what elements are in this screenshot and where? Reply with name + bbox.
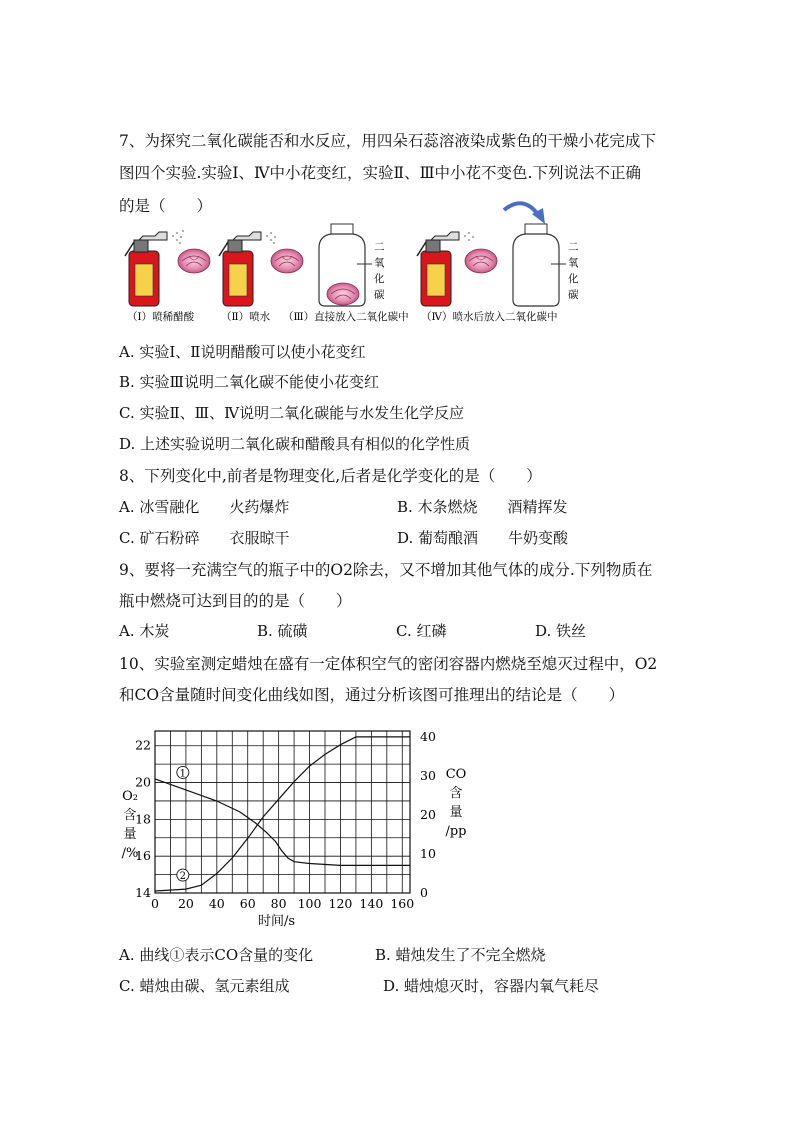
- y-left-axis-label: O₂: [122, 789, 138, 804]
- y-right-tick-label: 40: [420, 728, 436, 744]
- y-right-tick-label: 0: [420, 885, 428, 900]
- x-tick-label: 20: [177, 896, 194, 911]
- x-tick-label: 120: [328, 896, 353, 911]
- q7-stem-line-1: 7、为探究二氧化碳能否和水反应，用四朵石蕊溶液染成紫色的干燥小花完成下: [119, 132, 656, 150]
- q8-option-a: A. 冰雪融化 火药爆炸: [119, 498, 290, 516]
- y-left-axis-label: 含: [123, 808, 137, 823]
- y-right-axis-label: 含: [449, 786, 463, 801]
- y-left-tick-label: 22: [135, 737, 151, 753]
- x-tick-label: 80: [270, 896, 287, 911]
- q9-stem-line-1: 9、要将一充满空气的瓶子中的O2除去，又不增加其他气体的成分.下列物质在: [119, 561, 653, 579]
- spray-bottle-4-icon: [417, 232, 459, 306]
- gas-jar-4-icon: [513, 224, 566, 306]
- q7-option-c: C. 实验Ⅱ、Ⅲ、Ⅳ说明二氧化碳能与水发生化学反应: [119, 404, 465, 422]
- spray-bottle-2-icon: [219, 232, 261, 306]
- svg-text:二: 二: [374, 241, 385, 253]
- q7-option-d: D. 上述实验说明二氧化碳和醋酸具有相似的化学性质: [119, 435, 471, 453]
- y-right-axis-label: CO: [445, 767, 467, 782]
- q7-option-b: B. 实验Ⅲ说明二氧化碳不能使小花变红: [119, 373, 380, 391]
- o2-co-chart: [118, 712, 478, 942]
- svg-text:碳: 碳: [568, 289, 579, 301]
- q10-stem-line-2: 和CO含量随时间变化曲线如图，通过分析该图可推理出的结论是（ ）: [119, 686, 625, 704]
- x-axis-label: 时间/s: [257, 914, 296, 929]
- spray-bottle-1-icon: [125, 232, 167, 306]
- y-right-axis-label: /pp: [445, 824, 467, 839]
- y-left-axis-label: 量: [123, 827, 137, 842]
- y-left-tick-label: 20: [135, 774, 151, 790]
- figure-caption-2: （Ⅱ）喷水: [221, 311, 271, 323]
- y-right-tick-label: 10: [420, 845, 436, 861]
- q7-stem-line-3: 的是（ ）: [119, 197, 213, 215]
- figure-caption-3: （Ⅲ）直接放入二氧化碳中: [283, 311, 409, 323]
- q10-option-c: C. 蜡烛由碳、氢元素组成: [119, 977, 290, 995]
- q8-option-b: B. 木条燃烧 酒精挥发: [397, 498, 568, 516]
- spray-mist-2-icon: [266, 232, 276, 244]
- x-tick-label: 0: [151, 896, 159, 911]
- y-left-tick-label: 14: [135, 885, 151, 900]
- gas-jar-3-icon: [319, 224, 372, 306]
- q10-stem-line-1: 10、实验室测定蜡烛在盛有一定体积空气的密闭容器内燃烧至熄灭过程中，O2: [119, 655, 658, 673]
- jar-4-label: [568, 241, 579, 301]
- q9-option-b: B. 硫磺: [257, 622, 308, 640]
- q7-stem-line-2: 图四个实验.实验Ⅰ、Ⅳ中小花变红，实验Ⅱ、Ⅲ中小花不变色.下列说法不正确: [119, 164, 641, 182]
- y-right-axis-label: 量: [449, 805, 463, 820]
- q10-option-a: A. 曲线①表示CO含量的变化: [119, 946, 314, 964]
- curve-1-label: 1: [179, 768, 187, 780]
- spray-mist-1-icon: [172, 230, 184, 244]
- y-right-tick-label: 30: [420, 767, 436, 783]
- flower-4-icon: [465, 249, 497, 273]
- svg-text:化: 化: [374, 273, 385, 285]
- svg-text:化: 化: [568, 273, 579, 285]
- spray-mist-4-icon: [464, 232, 474, 241]
- q10-option-d: D. 蜡烛熄灭时，容器内氧气耗尽: [383, 977, 600, 995]
- flower-2-icon: [271, 249, 303, 273]
- svg-text:氧: 氧: [568, 257, 579, 269]
- x-tick-label: 40: [208, 896, 225, 911]
- svg-text:氧: 氧: [374, 257, 385, 269]
- figure-caption-1: （Ⅰ）喷稀醋酸: [127, 311, 195, 323]
- y-left-axis-label: /%: [121, 846, 139, 861]
- q9-option-c: C. 红磷: [396, 622, 447, 640]
- x-tick-label: 160: [390, 896, 415, 911]
- svg-text:二: 二: [568, 241, 579, 253]
- y-left-tick-label: 16: [135, 848, 151, 864]
- q7-experiment-figure: [119, 196, 594, 332]
- q10-option-b: B. 蜡烛发生了不完全燃烧: [375, 946, 546, 964]
- x-tick-label: 100: [297, 896, 322, 911]
- q8-stem: 8、下列变化中,前者是物理变化,后者是化学变化的是（ ）: [119, 467, 542, 485]
- q9-option-a: A. 木炭: [119, 622, 170, 640]
- svg-text:碳: 碳: [374, 289, 385, 301]
- figure-caption-4: （Ⅳ）喷水后放入二氧化碳中: [421, 311, 558, 323]
- q9-stem-line-2: 瓶中燃烧可达到目的的是（ ）: [119, 592, 352, 610]
- q8-option-c: C. 矿石粉碎 衣服晾干: [119, 529, 290, 547]
- flower-1-icon: [178, 249, 210, 273]
- q7-option-a: A. 实验Ⅰ、Ⅱ说明醋酸可以使小花变红: [119, 343, 366, 361]
- jar-3-label: [374, 241, 385, 301]
- y-left-tick-label: 18: [135, 811, 151, 827]
- x-tick-label: 140: [359, 896, 384, 911]
- q8-option-d: D. 葡萄酿酒 牛奶变酸: [397, 529, 569, 547]
- y-right-tick-label: 20: [420, 806, 436, 822]
- curve-2-label: 2: [179, 871, 187, 883]
- x-tick-label: 60: [239, 896, 256, 911]
- q9-option-d: D. 铁丝: [535, 622, 587, 640]
